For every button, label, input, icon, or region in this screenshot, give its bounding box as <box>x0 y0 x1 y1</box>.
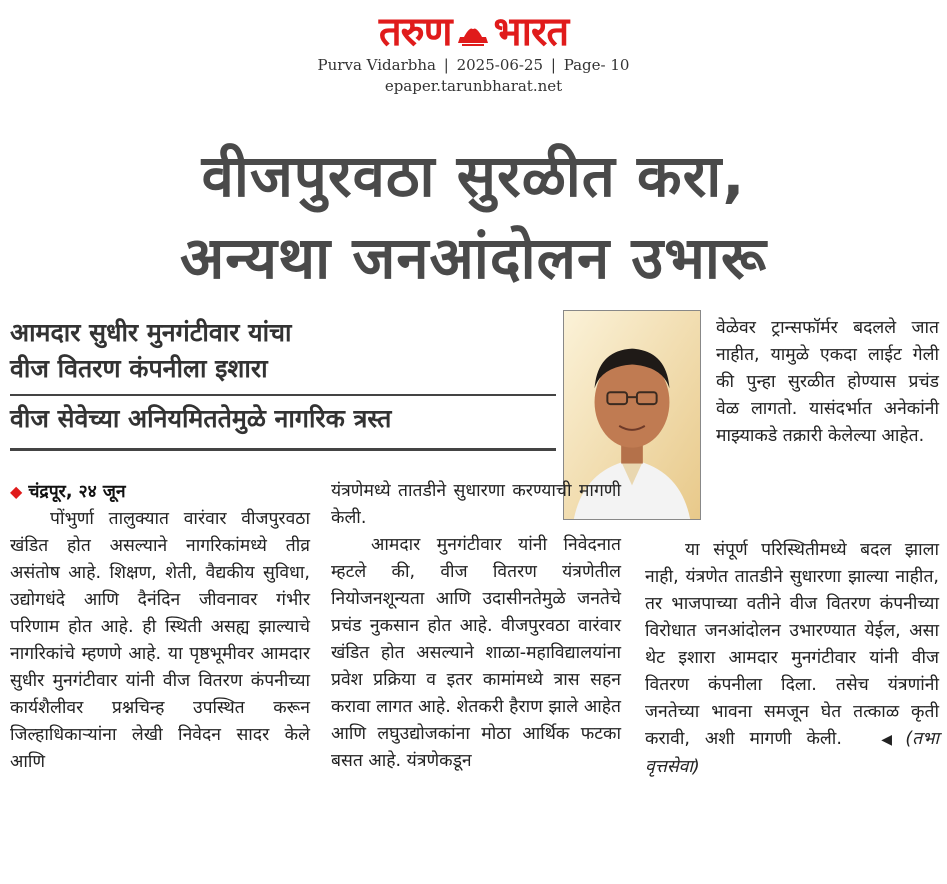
newspaper-logo <box>379 10 568 54</box>
separator: | <box>550 56 556 74</box>
article-column-2 <box>331 478 621 775</box>
body-paragraph: यंत्रणेमध्ये तातडीने सुधारणा करण्याची मागणी केली. <box>331 481 621 528</box>
diamond-icon: ◆ <box>10 482 23 501</box>
edition-info <box>0 56 947 75</box>
edition-name: Purva Vidarbha <box>317 56 436 74</box>
website-url: epaper.tarunbharat.net <box>384 77 563 95</box>
logo-text-left: तरुण <box>378 9 452 55</box>
separator: | <box>443 56 449 74</box>
divider <box>10 448 556 451</box>
body-text: या संपूर्ण परिस्थितीमध्ये बदल झाला नाही, यंत्रणेत तातडीने सुधारणा झाल्या नाहीत, तर भाजपाच्या वतीने वीज वितरण कंपनीच्या विरोधात जनआंदोलन उभारण्यात येईल, असा थेट इशारा आमदार मुनगंटीवार यांनी वीज वितरण कंपनीला दिला. तसेच यंत्रणांनी जनतेच्या भावना समजून घेत तत्काळ कृती करावी, अशी मागणी केली. <box>645 540 939 749</box>
body-paragraph: पोंभुर्णा तालुक्यात वारंवार वीजपुरवठा खंडित होत असल्याने नागरिकांमध्ये तीव्र असंतोष आहे. शिक्षण, शेती, वैद्यकीय सुविधा, उद्योगधंदे आणि दैनंदिन जीवनावर गंभीर परिणाम होत आहे. ही स्थिती असह्य झाल्याचे नागरिकांचे म्हणणे आहे. या पृष्ठभूमीवर आमदार सुधीर मुनगंटीवार यांनी वीज वितरण कंपनीच्या कार्यशैलीवर प्रश्नचिन्ह उपस्थित करून जिल्हाधिकाऱ्यांना लेखी निवेदन सादर केले आणि <box>10 509 310 772</box>
subheadline-line-2: वीज वितरण कंपनीला इशारा <box>10 354 268 383</box>
news-credit: (तभा वृत्तसेवा) <box>645 729 939 777</box>
article-column-3-top <box>716 315 939 450</box>
dateline-text: चंद्रपूर, २४ जून <box>28 482 126 502</box>
page-number: Page- 10 <box>563 56 630 74</box>
body-paragraph: आमदार मुनगंटीवार यांनी निवेदनात म्हटले की, वीज वितरण यंत्रणेतील नियोजनशून्यता आणि उदासीनतेमुळे जनतेचे प्रचंड नुकसान होत आहे. वीजपुरवठा वारंवार खंडित होत असल्याने शाळा-महाविद्यालयांना प्रवेश प्रक्रिया व इतर कामांमध्ये त्रास सहन करावा लागत आहे. शेतकरी हैराण झाले आहेत आणि लघुउद्योजकांना मोठा आर्थिक फटका बसत आहे. यंत्रणेकडून <box>331 535 621 771</box>
article-column-3-bottom <box>645 537 939 781</box>
body-paragraph: वेळेवर ट्रान्सफॉर्मर बदलले जात नाहीत, यामुळे एकदा लाईट गेली की पुन्हा सुरळीत होण्यास प्रचंड वेळ लागतो. यासंदर्भात अनेकांनी माझ्याकडे तक्रारी केलेल्या आहेत. <box>716 318 939 446</box>
article-column-1 <box>10 478 310 776</box>
divider <box>10 394 556 396</box>
subheadline-line-1: आमदार सुधीर मुनगंटीवार यांचा <box>10 318 292 347</box>
headline-line-2: अन्यथा जनआंदोलन उभारू <box>179 224 767 292</box>
left-triangle-icon: ◀ <box>871 732 902 748</box>
dateline <box>10 478 310 506</box>
masthead <box>0 10 947 96</box>
subheadline-line-3: वीज सेवेच्या अनियमिततेमुळे नागरिक त्रस्त <box>10 404 392 433</box>
logo-emblem-icon <box>456 17 490 47</box>
edition-date: 2025-06-25 <box>456 56 544 74</box>
headline-line-1: वीजपुरवठा सुरळीत करा, <box>201 142 746 210</box>
body-paragraph <box>645 537 939 781</box>
logo-text-right: भारत <box>493 9 569 55</box>
